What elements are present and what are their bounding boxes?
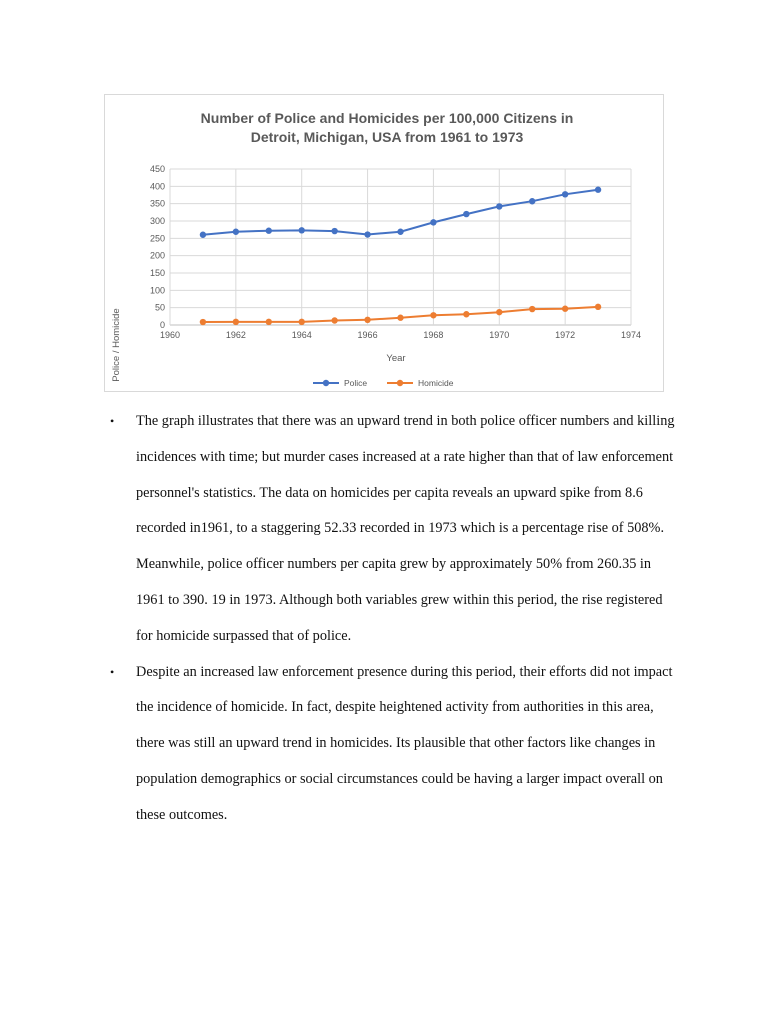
chart-title-line-1: Number of Police and Homicides per 100,000 Citizens in bbox=[200, 110, 574, 126]
homicide-data-point bbox=[562, 306, 568, 312]
police-data-point bbox=[430, 219, 436, 225]
bullet-paragraph-2 bbox=[110, 655, 680, 834]
y-tick-label: 400 bbox=[149, 181, 165, 192]
homicide-data-point bbox=[529, 306, 535, 312]
y-tick-label: 50 bbox=[154, 302, 165, 313]
legend bbox=[313, 378, 454, 388]
legend-police-label: Police bbox=[344, 378, 368, 388]
police-data-point bbox=[529, 198, 535, 204]
homicide-data-point bbox=[266, 319, 272, 325]
y-tick-label: 150 bbox=[149, 268, 165, 278]
bullet-marker: • bbox=[110, 664, 115, 679]
x-tick-label: 1968 bbox=[423, 330, 444, 340]
police-series-line bbox=[203, 190, 598, 235]
x-axis-ticks bbox=[160, 330, 641, 340]
y-tick-label: 0 bbox=[159, 320, 165, 330]
y-tick-label: 200 bbox=[149, 250, 165, 261]
x-tick-label: 1974 bbox=[620, 330, 642, 340]
y-axis-label: Police / Homicide bbox=[111, 308, 122, 382]
homicide-data-point bbox=[233, 319, 239, 325]
x-tick-label: 1966 bbox=[357, 330, 378, 340]
police-data-point bbox=[299, 227, 305, 233]
x-tick-label: 1970 bbox=[489, 330, 510, 340]
bullet-marker: • bbox=[110, 414, 115, 428]
homicide-data-point bbox=[299, 319, 305, 325]
y-tick-label: 450 bbox=[149, 164, 165, 174]
homicide-data-point bbox=[200, 319, 206, 325]
y-tick-label: 100 bbox=[149, 285, 165, 296]
homicide-data-point bbox=[430, 312, 436, 318]
homicide-data-point bbox=[595, 304, 601, 310]
x-tick-label: 1960 bbox=[159, 330, 181, 340]
line-chart bbox=[105, 95, 663, 391]
legend-homicide-marker bbox=[397, 380, 403, 386]
legend-police-marker bbox=[323, 380, 329, 386]
police-data-point bbox=[233, 229, 239, 235]
body-text bbox=[110, 404, 680, 834]
police-data-point bbox=[496, 203, 502, 209]
police-data-point bbox=[200, 232, 206, 238]
police-data-point bbox=[595, 187, 601, 193]
police-data-point bbox=[463, 211, 469, 217]
y-tick-label: 250 bbox=[149, 233, 165, 244]
y-tick-label: 300 bbox=[149, 216, 165, 226]
homicide-data-point bbox=[496, 309, 502, 315]
police-data-point bbox=[397, 229, 403, 235]
bullet-text: Despite an increased law enforcement presence during this period, their efforts did not impact the incidence of homicide. In fact, despite heightened activity from authorities in this area, there was still an upward trend in homicides. Its plausible that other factors like changes in population demographics or social circumstances could be having a larger impact overall on these outcomes. bbox=[136, 663, 673, 823]
chart-title-line-2: Detroit, Michigan, USA from 1961 to 1973 bbox=[250, 129, 524, 145]
homicide-data-point bbox=[364, 317, 370, 323]
x-tick-label: 1972 bbox=[555, 330, 576, 340]
bullet-text: The graph illustrates that there was an upward trend in both police officer numbers and killing incidences with time; but murder cases increased at a rate higher than that of law enforcement personnel's statistics. The data on homicides per capita reveals an upward spike from 8.6 recorded in1961, to a staggering 52.33 recorded in 1973 which is a percentage rise of 508%. Meanwhile, police officer numbers per capita grew by approximately 50% from 260.35 in 1961 to 390. 19 in 1973. Although both variables grew within this period, the rise registered for homicide surpassed that of police. bbox=[136, 413, 675, 644]
y-tick-label: 350 bbox=[149, 198, 165, 209]
x-tick-label: 1962 bbox=[225, 330, 246, 340]
gridlines bbox=[170, 169, 631, 325]
y-axis-ticks bbox=[150, 164, 165, 330]
legend-homicide-label: Homicide bbox=[418, 378, 454, 388]
bullet-paragraph-1 bbox=[110, 404, 680, 655]
police-data-point bbox=[562, 191, 568, 197]
homicide-data-point bbox=[463, 311, 469, 317]
x-axis-label: Year bbox=[386, 353, 406, 364]
homicide-data-point bbox=[397, 315, 403, 321]
police-data-point bbox=[266, 228, 272, 234]
x-tick-label: 1964 bbox=[291, 330, 312, 340]
chart-container bbox=[104, 94, 664, 392]
police-data-point bbox=[331, 228, 337, 234]
police-data-point bbox=[364, 231, 370, 237]
homicide-data-point bbox=[331, 317, 337, 323]
